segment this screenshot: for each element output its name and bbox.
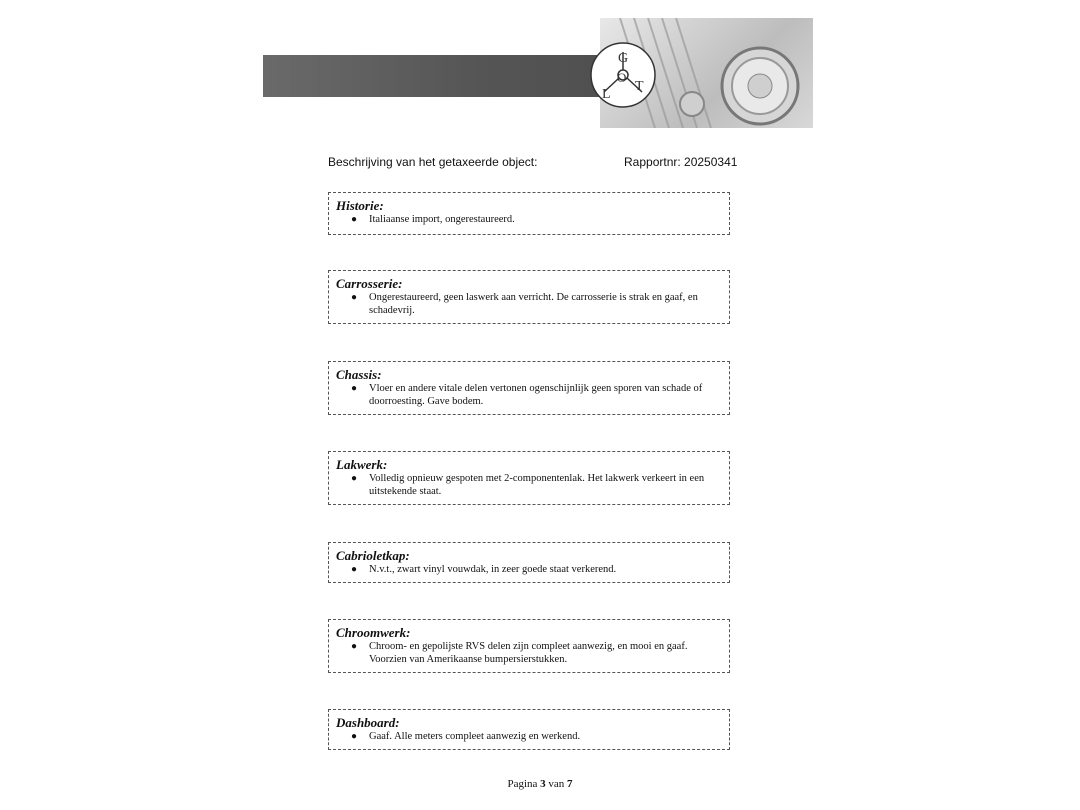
report-number: Rapportnr: 20250341 xyxy=(624,155,738,169)
got-logo xyxy=(588,40,658,110)
footer-page-total: 7 xyxy=(567,778,573,790)
bullet-icon: ● xyxy=(351,564,358,575)
list-item: ● Vloer en andere vitale delen vertonen ogenschijnlijk geen sporen van schade of doorroesting. Gave bodem. xyxy=(351,383,703,407)
bullet-icon: ● xyxy=(351,641,358,652)
bullet-icon: ● xyxy=(351,292,358,303)
footer-separator: van xyxy=(548,778,565,790)
bullet-icon: ● xyxy=(351,473,358,484)
logo-letter-o: O xyxy=(617,70,627,85)
list-item: ● Ongerestaureerd, geen laswerk aan verricht. De carrosserie is strak en gaaf, en schadevrij. xyxy=(351,292,698,316)
bullet-icon: ● xyxy=(351,731,358,742)
section-chassis xyxy=(328,361,730,415)
section-dashboard xyxy=(328,709,730,750)
section-lakwerk xyxy=(328,451,730,505)
section-cabrioletkap xyxy=(328,542,730,583)
logo-letter-t: T xyxy=(635,79,644,94)
section-historie xyxy=(328,192,730,235)
header-bar xyxy=(263,55,623,97)
footer-page-number: 3 xyxy=(540,778,546,790)
section-title: Dashboard: xyxy=(336,715,400,730)
bullet-icon: ● xyxy=(351,383,358,394)
logo-letter-g: G xyxy=(618,51,629,66)
section-chroomwerk xyxy=(328,619,730,673)
list-item: ● Volledig opnieuw gespoten met 2-componentenlak. Het lakwerk verkeert in een uitstekende staat. xyxy=(351,473,705,497)
section-title: Historie: xyxy=(336,198,384,213)
section-title: Chassis: xyxy=(336,367,382,382)
bullet-icon: ● xyxy=(351,214,358,225)
page-footer xyxy=(0,778,1080,790)
list-item: ● Italiaanse import, ongerestaureerd. xyxy=(351,214,515,225)
section-title: Chroomwerk: xyxy=(336,625,411,640)
list-item: ● Chroom- en gepolijste RVS delen zijn compleet aanwezig, en mooi en gaaf. Voorzien van Amerikaanse bumpersierstukken. xyxy=(351,641,688,665)
section-carrosserie xyxy=(328,270,730,324)
footer-prefix: Pagina xyxy=(507,778,538,790)
section-title: Lakwerk: xyxy=(336,457,388,472)
section-title: Carrosserie: xyxy=(336,276,403,291)
logo-letter-l: L xyxy=(602,87,611,102)
list-item: ● N.v.t., zwart vinyl vouwdak, in zeer goede staat verkerend. xyxy=(351,564,617,575)
description-label: Beschrijving van het getaxeerde object: xyxy=(328,155,538,169)
section-title: Cabrioletkap: xyxy=(336,548,410,563)
list-item: ● Gaaf. Alle meters compleet aanwezig en werkend. xyxy=(351,731,581,742)
